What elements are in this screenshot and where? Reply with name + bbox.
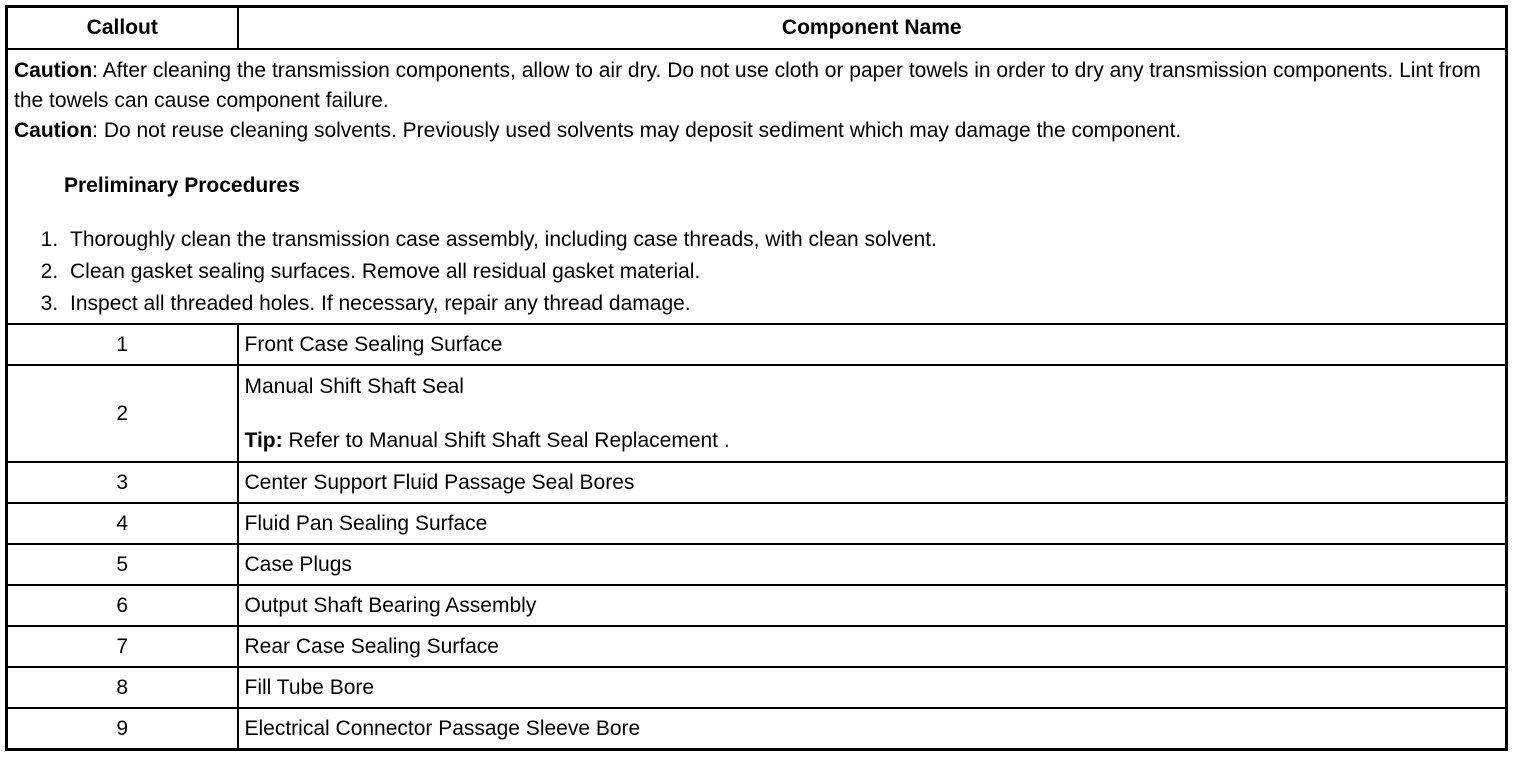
table-row xyxy=(7,324,1507,365)
caution-note-1 xyxy=(14,56,1499,116)
list-item: 3. Inspect all threaded holes. If necessary, repair any thread damage. xyxy=(64,288,1499,320)
component-name-cell xyxy=(238,365,1507,462)
preliminary-steps-list xyxy=(14,224,1499,320)
tip-text: Refer to Manual Shift Shaft Seal Replacement . xyxy=(282,428,730,452)
list-item: 1. Thoroughly clean the transmission case assembly, including case threads, with clean solvent. xyxy=(64,224,1499,256)
caution-text: : After cleaning the transmission components, allow to air dry. Do not use cloth or paper towels in order to dry any transmission components. Lint from the towels can cause component failure. xyxy=(14,59,1481,112)
component-name-column-header: Component Name xyxy=(238,7,1507,50)
caution-note-2 xyxy=(14,116,1499,146)
callout-table xyxy=(5,5,1508,751)
table-row xyxy=(7,462,1507,503)
callout-number: 3 xyxy=(7,462,238,503)
table-row xyxy=(7,544,1507,585)
preliminary-procedures-title: Preliminary Procedures xyxy=(64,174,300,197)
table-row xyxy=(7,585,1507,626)
notes-row xyxy=(7,49,1507,324)
component-name: Center Support Fluid Passage Seal Bores xyxy=(238,462,1507,503)
callout-number: 5 xyxy=(7,544,238,585)
tip-label: Tip: xyxy=(244,428,283,452)
callout-number: 2 xyxy=(7,365,238,462)
callout-number: 8 xyxy=(7,667,238,708)
callout-number: 7 xyxy=(7,626,238,667)
component-name: Rear Case Sealing Surface xyxy=(238,626,1507,667)
component-name: Fluid Pan Sealing Surface xyxy=(238,503,1507,544)
tip-note xyxy=(245,426,1506,456)
component-name: Case Plugs xyxy=(238,544,1507,585)
component-name: Fill Tube Bore xyxy=(238,667,1507,708)
table-row xyxy=(7,503,1507,544)
caution-text: : Do not reuse cleaning solvents. Previously used solvents may deposit sediment which may damage the component. xyxy=(92,119,1182,142)
callout-number: 1 xyxy=(7,324,238,365)
component-name: Electrical Connector Passage Sleeve Bore xyxy=(238,708,1507,750)
component-name: Manual Shift Shaft Seal xyxy=(244,374,464,398)
component-name: Front Case Sealing Surface xyxy=(238,324,1507,365)
list-item: 2. Clean gasket sealing surfaces. Remove all residual gasket material. xyxy=(64,256,1499,288)
caution-label: Caution xyxy=(14,59,93,82)
callout-number: 6 xyxy=(7,585,238,626)
document-page xyxy=(5,5,1508,751)
notes-cell xyxy=(7,49,1507,324)
callout-number: 9 xyxy=(7,708,238,750)
table-header-row xyxy=(7,7,1507,50)
table-row xyxy=(7,365,1507,462)
table-row xyxy=(7,708,1507,750)
callout-column-header: Callout xyxy=(7,7,238,50)
component-name: Output Shaft Bearing Assembly xyxy=(238,585,1507,626)
table-row xyxy=(7,667,1507,708)
table-row xyxy=(7,626,1507,667)
callout-number: 4 xyxy=(7,503,238,544)
caution-label: Caution xyxy=(14,119,93,142)
